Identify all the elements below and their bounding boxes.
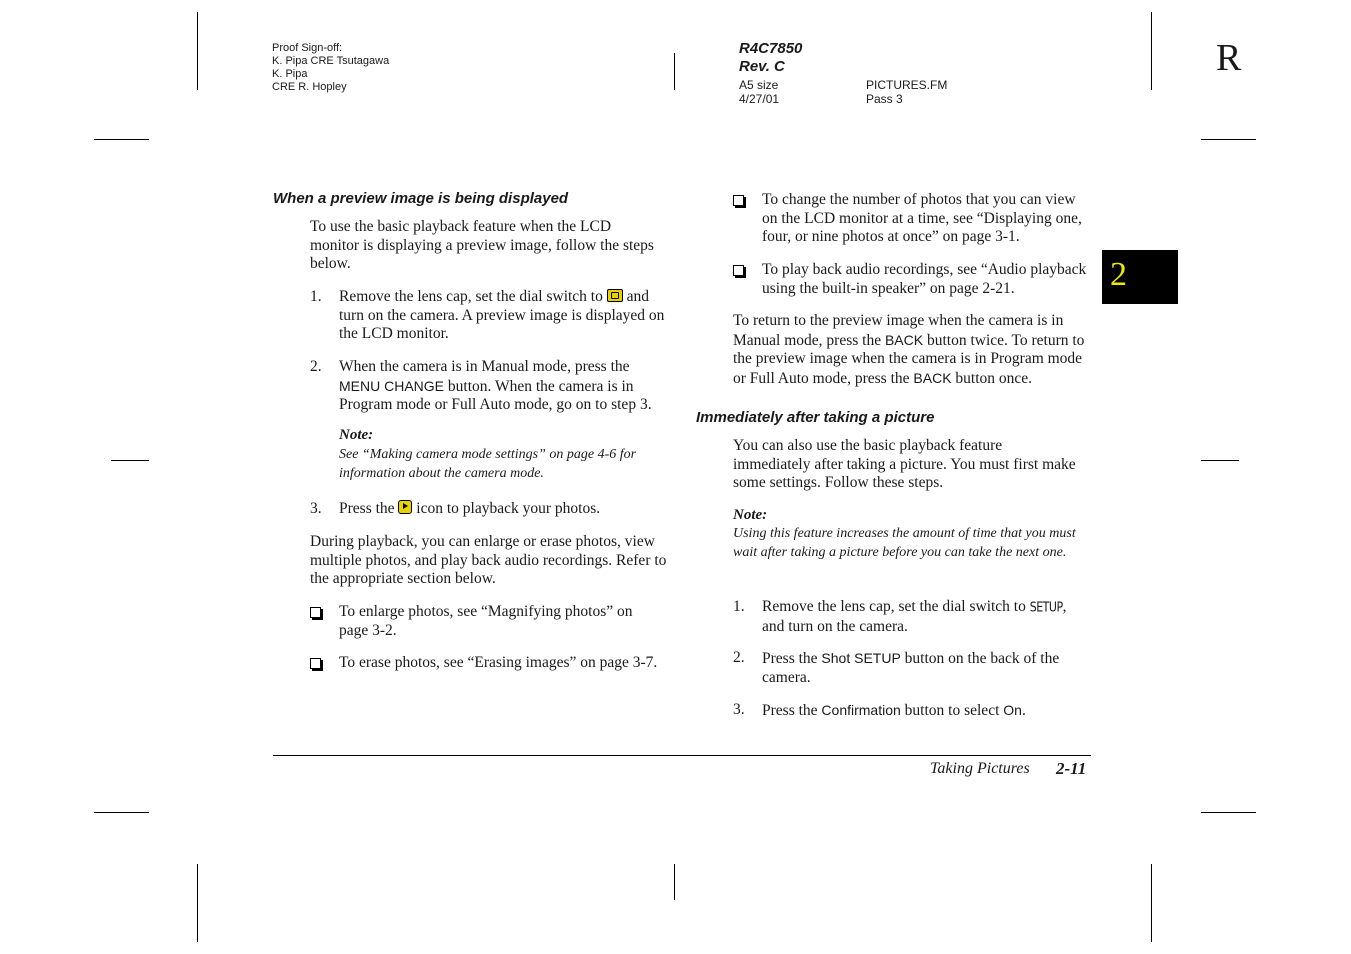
step-text: Press the <box>762 702 822 719</box>
list-item <box>310 603 660 640</box>
footer-rule <box>273 755 1091 756</box>
back-label: BACK <box>913 369 952 386</box>
step-1 <box>733 598 1091 636</box>
step-3 <box>310 500 670 519</box>
step-2 <box>310 358 670 415</box>
crop-mark <box>111 460 149 461</box>
menu-change-label: MENU CHANGE <box>339 377 445 394</box>
doc-pass: Pass 3 <box>866 92 903 106</box>
step-number: 1. <box>733 598 745 615</box>
step-3 <box>733 701 1091 721</box>
crop-mark <box>1201 139 1256 140</box>
crop-mark <box>197 864 198 942</box>
corner-letter: R <box>1216 37 1242 79</box>
list-item-text: To play back audio recordings, see “Audio playback using the built-in speaker” on page 2-21. <box>762 261 1087 297</box>
doc-rev: Rev. C <box>739 58 785 75</box>
crop-mark <box>1201 460 1239 461</box>
crop-mark <box>94 812 149 813</box>
note-label: Note: <box>733 507 768 523</box>
step-text: button on the back of the camera. <box>762 650 1060 686</box>
step-2 <box>733 649 1091 687</box>
step-text: When the camera is in Manual mode, press the <box>339 358 630 375</box>
crop-mark <box>674 864 675 900</box>
crop-mark <box>197 12 198 90</box>
step-text: button. When the camera is in Program mode or Full Auto mode, go on to step 3. <box>339 377 652 413</box>
playback-icon <box>398 500 412 514</box>
doc-code: R4C7850 <box>739 40 803 57</box>
step-text: Remove the lens cap, set the dial switch to <box>339 288 607 305</box>
proof-line: Proof Sign-off: <box>272 42 343 54</box>
step-number: 2. <box>733 649 745 666</box>
section-heading: Immediately after taking a picture <box>696 409 935 426</box>
step-text: Press the <box>339 500 399 517</box>
note-label: Note: <box>339 427 374 443</box>
section-heading: When a preview image is being displayed <box>273 190 569 207</box>
checkbox-bullet-icon <box>733 195 744 206</box>
note-text: Using this feature increases the amount of time that you must wait after taking a picture before you can take the next one. <box>733 526 1076 560</box>
setup-label: SETUP <box>1029 599 1063 616</box>
proof-line: CRE R. Hopley <box>272 81 347 93</box>
step-text: Remove the lens cap, set the dial switch to <box>762 598 1030 615</box>
crop-mark <box>674 53 675 90</box>
note-text: See “Making camera mode settings” on page 4-6 for information about the camera mode. <box>339 447 637 481</box>
during-paragraph: During playback, you can enlarge or erase photos, view multiple photos, and play back audio recordings. Refer to the appropriate section below. <box>310 533 667 587</box>
step-1 <box>310 288 668 344</box>
step-text: and turn on the camera. A preview image is displayed on the LCD monitor. <box>339 288 665 342</box>
step-text: . <box>1021 702 1026 719</box>
checkbox-bullet-icon <box>310 607 321 618</box>
list-item <box>733 191 1091 247</box>
step-number: 3. <box>733 701 745 718</box>
shot-setup-label: Shot SETUP <box>821 650 901 666</box>
crop-mark <box>1151 12 1152 90</box>
camera-mode-icon <box>607 289 623 302</box>
doc-size: A5 size <box>739 78 779 92</box>
list-item-text: To erase photos, see “Erasing images” on page 3-7. <box>339 654 658 671</box>
list-item <box>310 654 660 673</box>
intro-paragraph: You can also use the basic playback feature immediately after taking a picture. You must first make some settings. Follow these steps. <box>733 437 1076 491</box>
footer-title: Taking Pictures <box>930 760 1030 777</box>
on-label: On <box>1003 702 1022 718</box>
proof-line: K. Pipa <box>272 68 308 80</box>
checkbox-bullet-icon <box>733 265 744 276</box>
paragraph-text: button once. <box>951 369 1033 387</box>
step-text: , and turn on the camera. <box>762 598 1067 635</box>
chapter-tab <box>1102 250 1178 304</box>
step-number: 2. <box>310 358 322 375</box>
paragraph-text: button twice. To return to the preview image when the camera is in Program mode or Full Auto mode, press the <box>733 331 1085 387</box>
confirmation-label: Confirmation <box>821 702 901 718</box>
return-paragraph <box>733 312 1093 388</box>
paragraph-text: To return to the preview image when the camera is in Manual mode, press the <box>733 312 1064 349</box>
crop-mark <box>1151 864 1152 942</box>
checkbox-bullet-icon <box>310 658 321 669</box>
intro-paragraph: To use the basic playback feature when the LCD monitor is displaying a preview image, follow the steps below. <box>310 218 654 272</box>
page-number: 2-11 <box>1056 759 1087 778</box>
crop-mark <box>94 139 149 140</box>
list-item-text: To enlarge photos, see “Magnifying photos” on page 3-2. <box>339 603 633 639</box>
list-item-text: To change the number of photos that you can view on the LCD monitor at a time, see “Displaying one, four, or nine photos at once” on page 3-1. <box>762 191 1082 245</box>
step-text: Press the <box>762 650 822 667</box>
crop-mark <box>1201 812 1256 813</box>
step-number: 3. <box>310 500 322 517</box>
list-item <box>733 261 1091 298</box>
proof-line: K. Pipa CRE Tsutagawa <box>272 55 390 67</box>
doc-file: PICTURES.FM <box>866 78 948 92</box>
step-text: icon to playback your photos. <box>412 500 601 517</box>
doc-date: 4/27/01 <box>739 92 780 106</box>
chapter-number: 2 <box>1110 256 1127 293</box>
back-label: BACK <box>884 331 924 348</box>
proof-signoff <box>272 42 389 94</box>
step-number: 1. <box>310 288 322 305</box>
step-text: button to select <box>900 702 1004 719</box>
